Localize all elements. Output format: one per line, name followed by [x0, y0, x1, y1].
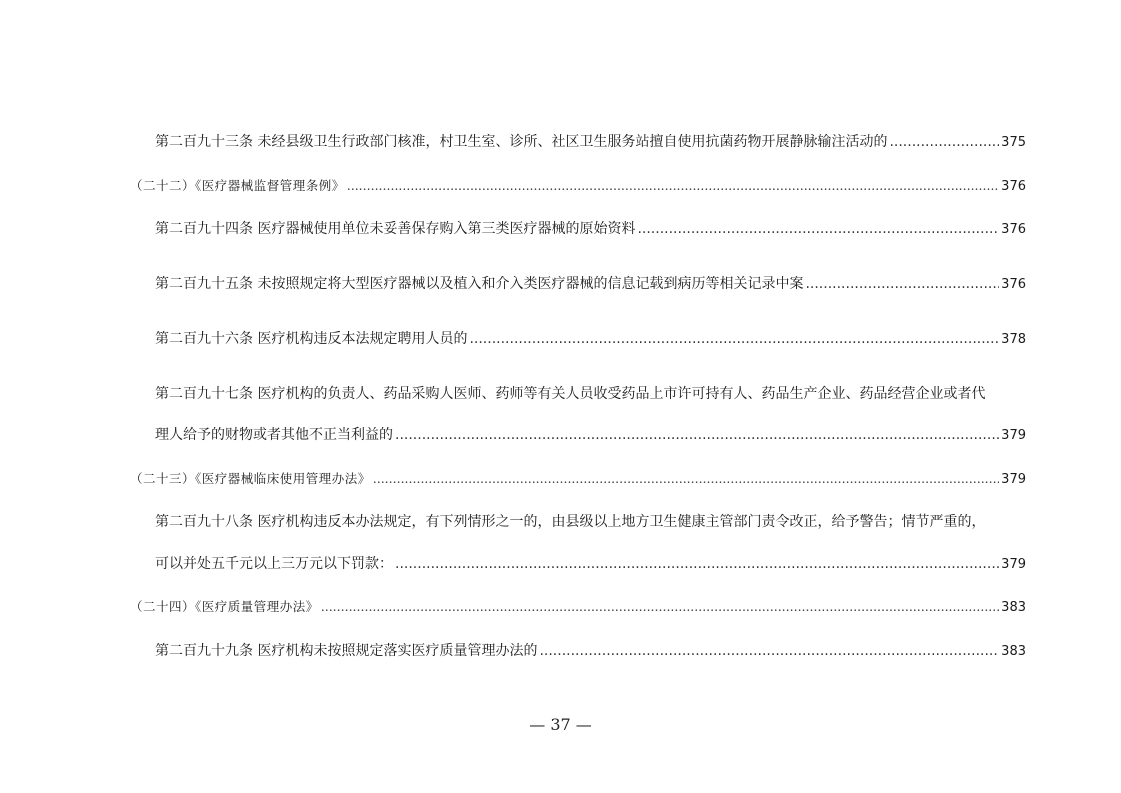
dot-leader — [395, 555, 999, 573]
toc-section-24[interactable] — [130, 598, 1026, 617]
toc-page-number: 376 — [1001, 277, 1026, 292]
toc-entry-295[interactable] — [155, 275, 1026, 294]
toc-page-number: 379 — [1001, 428, 1026, 443]
toc-page-number: 376 — [1001, 179, 1026, 194]
dot-leader — [637, 220, 999, 238]
toc-entry-297[interactable] — [155, 426, 1026, 445]
dot-leader — [395, 426, 999, 444]
toc-section-22[interactable] — [130, 177, 1026, 196]
toc-entry-299[interactable] — [155, 642, 1026, 661]
toc-page-number: 379 — [1001, 472, 1026, 487]
toc-page-number: 383 — [1001, 600, 1026, 615]
toc-section-title: （二十四）《医疗质量管理办法》 — [130, 599, 319, 614]
toc-entry-296[interactable] — [155, 330, 1026, 349]
dot-leader — [373, 470, 999, 488]
toc-entry-title: 可以并处五千元以上三万元以下罚款： — [155, 556, 393, 572]
dot-leader — [805, 275, 999, 293]
toc-page-number: 378 — [1001, 332, 1026, 347]
toc-entry-title: 第二百九十三条 未经县级卫生行政部门核准，村卫生室、诊所、社区卫生服务站擅自使用抗菌药物开展静脉输注活动的 — [155, 134, 888, 150]
toc-entry-title: 第二百九十四条 医疗器械使用单位未妥善保存购入第三类医疗器械的原始资料 — [155, 221, 636, 237]
toc-page-number: 379 — [1001, 557, 1026, 572]
toc-entry-title: 第二百九十六条 医疗机构违反本法规定聘用人员的 — [155, 331, 468, 347]
toc-entry-title: 第二百九十九条 医疗机构未按照规定落实医疗质量管理办法的 — [155, 643, 538, 659]
toc-entry-298-first-line[interactable]: 第二百九十八条 医疗机构违反本办法规定，有下列情形之一的，由县级以上地方卫生健康主管部门责令改正，给予警告；情节严重的， — [155, 514, 986, 530]
toc-entry-297-first-line[interactable]: 第二百九十七条 医疗机构的负责人、药品采购人医师、药师等有关人员收受药品上市许可持有人、药品生产企业、药品经营企业或者代 — [155, 386, 986, 402]
toc-entry-294[interactable] — [155, 220, 1026, 239]
toc-entry-title: 理人给予的财物或者其他不正当利益的 — [155, 427, 393, 443]
dot-leader — [539, 642, 999, 660]
toc-entry-293[interactable] — [155, 133, 1026, 152]
dot-leader — [347, 177, 999, 195]
toc-entry-title: 第二百九十五条 未按照规定将大型医疗器械以及植入和介入类医疗器械的信息记载到病历等相关记录中案 — [155, 276, 804, 292]
toc-section-23[interactable] — [130, 470, 1026, 489]
dot-leader — [889, 133, 999, 151]
toc-entry-298[interactable] — [155, 555, 1026, 574]
toc-page-number: 383 — [1001, 644, 1026, 659]
page-number-footer: — 37 — — [529, 715, 592, 734]
dot-leader — [469, 330, 999, 348]
toc-section-title: （二十三）《医疗器械临床使用管理办法》 — [130, 471, 371, 486]
toc-page-number: 376 — [1001, 222, 1026, 237]
dot-leader — [321, 598, 999, 616]
toc-page-number: 375 — [1001, 135, 1026, 150]
toc-section-title: （二十二）《医疗器械监督管理条例》 — [130, 178, 345, 193]
